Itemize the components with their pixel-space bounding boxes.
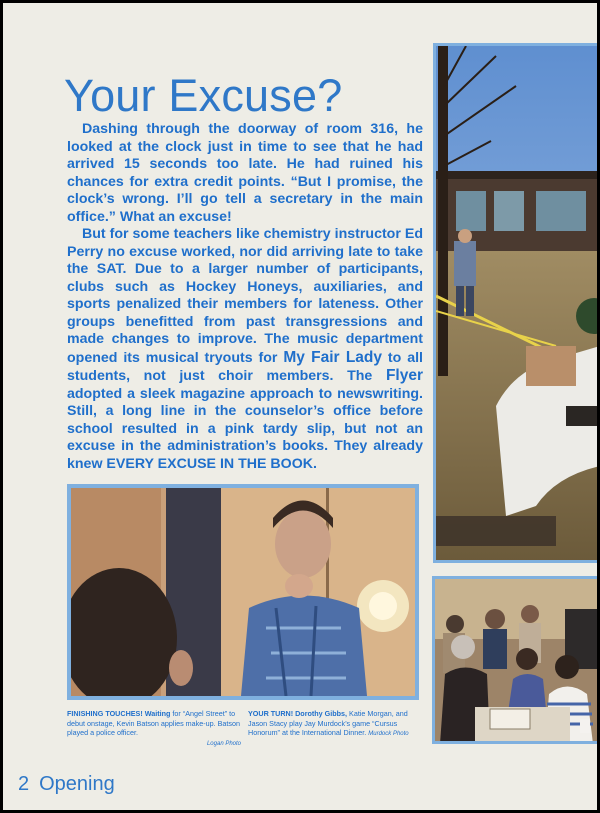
page-number: 2 — [18, 773, 30, 795]
newspaper-name: Flyer — [385, 367, 423, 384]
makeup-mirror-image — [71, 488, 415, 696]
caption-right-text: Katie Morgan, and Jason Stacy play Jay Murdock’s game “Cursus Honorum” at the International Dinner. — [248, 709, 408, 738]
page-folio — [18, 773, 115, 796]
caption-left-lead: FINISHING TOUCHES! Waiting — [67, 709, 171, 718]
outdoor-scene-image — [436, 46, 597, 563]
body-paragraph-2-part-b: to all students, not just choir members. The — [67, 349, 423, 384]
caption-left-text: for “Angel Street” to debut onstage, Kevin Batson applies make-up. Batson played a police officer. — [67, 709, 241, 738]
yearbook-page — [3, 3, 597, 810]
board-game-photo — [432, 576, 597, 744]
caption-right-lead: YOUR TURN! Dorothy Gibbs, — [248, 709, 348, 718]
caption-left-credit: Logan Photo — [206, 740, 241, 747]
page-title: Your Excuse? — [64, 70, 343, 121]
body-paragraph-2 — [67, 226, 423, 473]
section-name: Opening — [39, 773, 115, 795]
outdoor-scene-photo — [433, 43, 597, 563]
body-paragraph-2-part-c: adopted a sleek magazine approach to newswriting. Still, a long line in the counselor’s office before school resulted in a pink tardy slip, but not an excuse in the administration’s books. They already knew EVERY EXCUSE IN THE BOOK. — [67, 385, 423, 472]
makeup-mirror-photo — [67, 484, 419, 700]
caption-board-game-photo — [248, 709, 420, 740]
body-paragraph-2-part-a: But for some teachers like chemistry instructor Ed Perry no excuse worked, nor did arriving late to take the SAT. Due to a larger number of participants, clubs such as Hockey Honeys, auxiliaries, and sports penalized their members for lateness. Other groups benefitted from past transgressions and made changes to improve. The music department opened its musical tryouts for — [67, 226, 423, 366]
body-copy — [67, 121, 423, 473]
musical-title: My Fair Lady — [283, 348, 383, 366]
caption-makeup-photo — [67, 709, 241, 749]
board-game-image — [435, 579, 597, 744]
caption-right-credit: Murdock Photo — [368, 731, 409, 738]
caption-left-credit-wrap — [67, 738, 241, 750]
body-paragraph-1: Dashing through the doorway of room 316, he looked at the clock just in time to see that he had arrived 15 seconds too late. He had ruined his chances for extra credit points. “But I promise, the clock’s wrong. I’ll go tell a secretary in the main office.” What an excuse! — [67, 121, 423, 225]
